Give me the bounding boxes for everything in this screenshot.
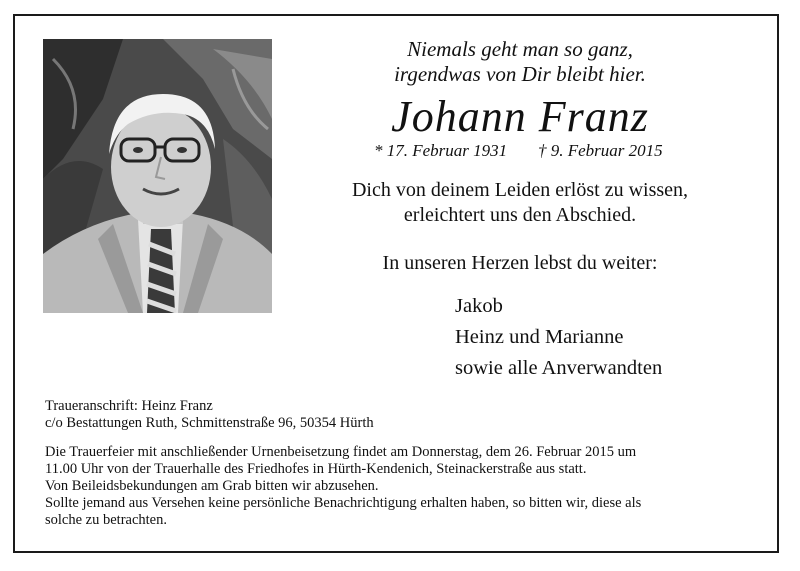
message-line-2: erleichtert uns den Abschied.	[403, 204, 637, 226]
quote-line-2: irgendwas von Dir bleibt hier.	[394, 62, 646, 86]
family-member-3: sowie alle Anverwandten	[455, 357, 663, 379]
family-member-2: Heinz und Marianne	[455, 326, 624, 348]
notice-line-3: Von Beileidsbekundungen am Grab bitten wir abzusehen.	[45, 478, 379, 494]
notice-line-5: solche zu betrachten.	[45, 512, 167, 528]
notice-line-1: Die Trauerfeier mit anschließender Urnenbeisetzung findet am Donnerstag, dem 26. Februar 2015 um	[45, 444, 637, 460]
quote-line-1: Niemals geht man so ganz,	[407, 37, 633, 61]
family-member-1: Jakob	[455, 295, 503, 317]
message-line-1: Dich von deinem Leiden erlöst zu wissen,	[351, 179, 689, 201]
address-line-2: c/o Bestattungen Ruth, Schmittenstraße 96, 50354 Hürth	[45, 415, 374, 431]
deceased-name: Johann Franz	[391, 92, 649, 141]
message-line-3: In unseren Herzen lebst du weiter:	[382, 252, 658, 274]
birth-date: * 17. Februar 1931	[374, 141, 508, 160]
portrait-photo	[43, 39, 272, 313]
address-line-1: Traueranschrift: Heinz Franz	[45, 398, 213, 414]
notice-line-2: 11.00 Uhr von der Trauerhalle des Friedhofes in Hürth-Kendenich, Steinackerstraße aus statt.	[45, 461, 587, 477]
notice-line-4: Sollte jemand aus Versehen keine persönliche Benachrichtigung erhalten haben, so bitten wir, diese als	[45, 495, 642, 511]
death-date: † 9. Februar 2015	[538, 141, 663, 160]
